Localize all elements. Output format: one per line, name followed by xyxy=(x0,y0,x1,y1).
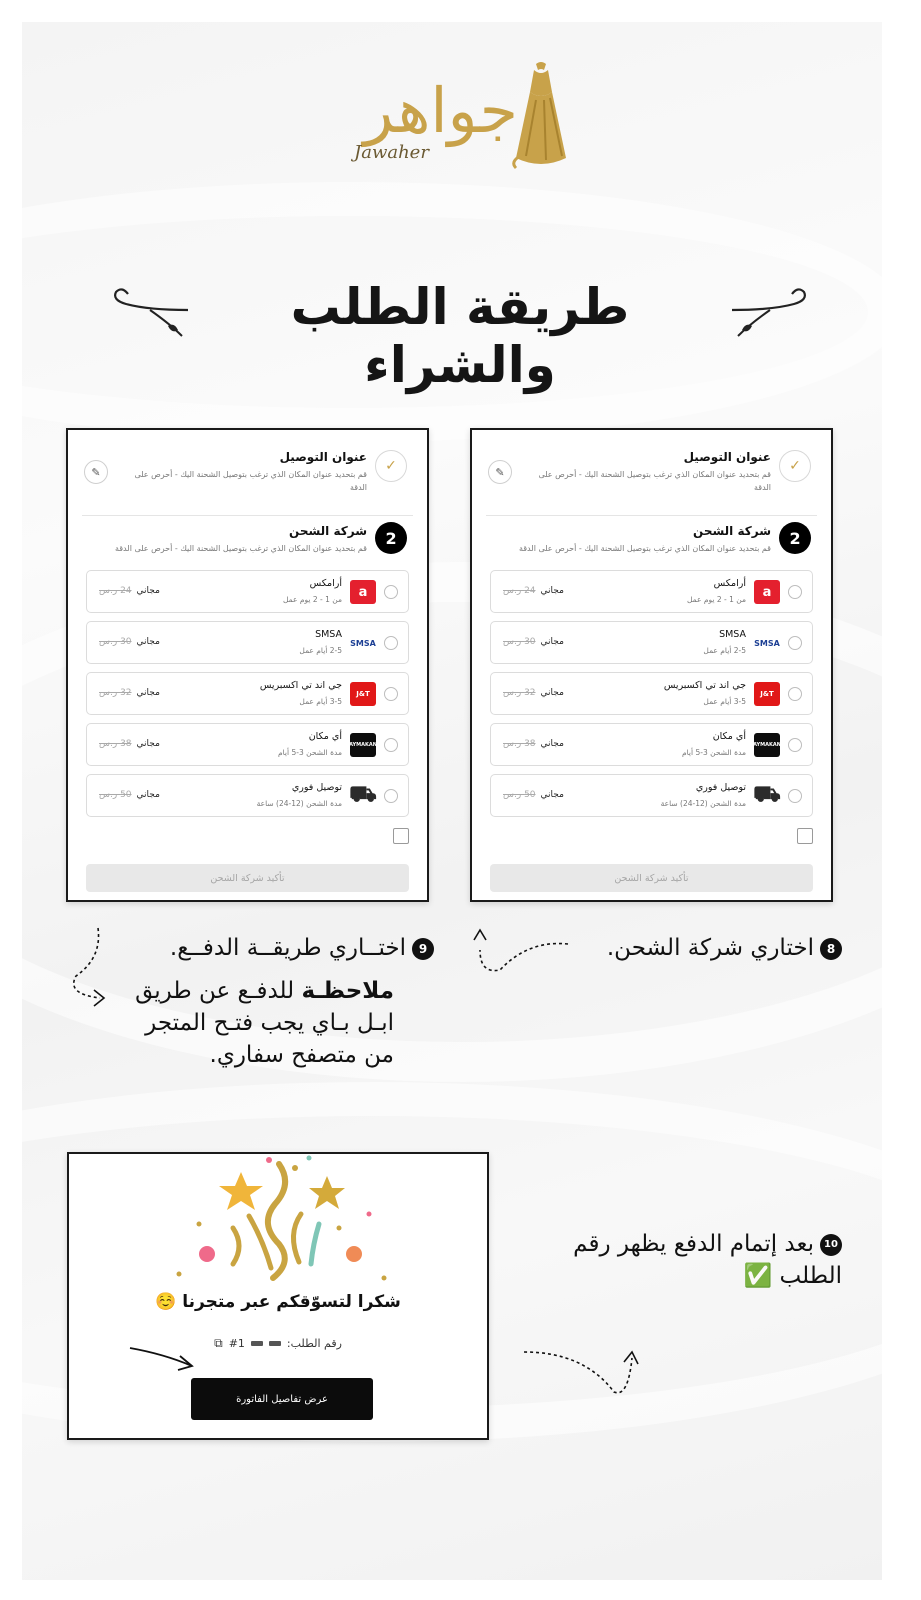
option-duration: من 1 - 2 يوم عمل xyxy=(282,595,342,604)
check-icon: ✓ xyxy=(375,450,407,482)
option-duration: مدة الشحن 3-5 أيام xyxy=(277,748,342,757)
step-10-instruction xyxy=(520,1228,842,1292)
step-10-badge: 10 xyxy=(820,1234,842,1256)
checkout-screenshot-left xyxy=(66,428,429,902)
shipping-section xyxy=(82,518,413,562)
step-9-text: اختــاري طريقــة الدفــع. xyxy=(169,935,406,961)
shipping-option-jt[interactable] xyxy=(490,672,813,715)
step-9-instruction xyxy=(112,932,434,964)
order-number-row xyxy=(189,1336,367,1351)
shipping-description: قم بتحديد عنوان المكان الذي ترغب بتوصيل الشحنة اليك - أحرص على الدقة xyxy=(114,544,367,553)
truck-icon: ⛟ xyxy=(349,782,377,807)
option-price-free: مجاني xyxy=(540,790,564,800)
brand-name-english: Jawaher xyxy=(354,142,429,163)
page-title-row xyxy=(110,278,810,394)
dotted-arrow-icon xyxy=(60,926,110,1016)
address-description: قم بتحديد عنوان المكان الذي ترغب بتوصيل الشحنة اليك - أحرص على الدقة xyxy=(538,470,771,492)
order-number-prefix: #1 xyxy=(228,1337,245,1350)
dotted-arrow-icon xyxy=(520,1344,650,1404)
step-number-badge: 2 xyxy=(779,522,811,554)
option-name: SMSA xyxy=(719,629,746,640)
address-title: عنوان التوصيل xyxy=(683,450,771,464)
radio-button[interactable] xyxy=(788,789,802,803)
edit-pencil-icon[interactable]: ✎ xyxy=(488,460,512,484)
ornament-left-icon xyxy=(110,284,190,344)
option-old-price: 32 ر.س xyxy=(503,688,536,698)
step-9-badge: 9 xyxy=(412,938,434,960)
edit-pencil-icon[interactable]: ✎ xyxy=(84,460,108,484)
option-name: أي مكان xyxy=(712,731,746,742)
aramex-logo: a xyxy=(754,580,780,604)
confirm-shipping-button[interactable]: تأكيد شركة الشحن xyxy=(86,864,409,892)
option-price xyxy=(503,586,564,596)
option-name: أي مكان xyxy=(308,731,342,742)
radio-button[interactable] xyxy=(788,687,802,701)
option-price-free: مجاني xyxy=(136,790,160,800)
option-name: SMSA xyxy=(315,629,342,640)
radio-button[interactable] xyxy=(384,687,398,701)
brand-logo xyxy=(340,60,580,190)
radio-button[interactable] xyxy=(384,738,398,752)
shipping-description: قم بتحديد عنوان المكان الذي ترغب بتوصيل الشحنة اليك - أحرص على الدقة xyxy=(518,544,771,553)
option-price xyxy=(99,790,160,800)
option-duration: مدة الشحن 3-5 أيام xyxy=(681,748,746,757)
option-price-free: مجاني xyxy=(136,637,160,647)
jt-express-logo: J&T xyxy=(754,682,780,706)
step-8-badge: 8 xyxy=(820,938,842,960)
option-price xyxy=(503,739,564,749)
option-name: جي اند تي اكسبريس xyxy=(663,680,746,691)
option-price xyxy=(503,688,564,698)
shipping-title: شركة الشحن xyxy=(289,524,367,538)
option-old-price: 38 ر.س xyxy=(99,739,132,749)
option-old-price: 50 ر.س xyxy=(99,790,132,800)
dotted-arrow-icon xyxy=(472,926,572,976)
option-old-price: 30 ر.س xyxy=(503,637,536,647)
option-duration: مدة الشحن (12-24) ساعة xyxy=(256,799,342,808)
option-duration: 2-5 أيام عمل xyxy=(299,646,342,655)
check-icon: ✓ xyxy=(779,450,811,482)
option-price xyxy=(99,739,160,749)
option-old-price: 38 ر.س xyxy=(503,739,536,749)
radio-button[interactable] xyxy=(788,738,802,752)
shipping-title: شركة الشحن xyxy=(693,524,771,538)
shipping-option-aramex[interactable] xyxy=(86,570,409,613)
option-old-price: 24 ر.س xyxy=(99,586,132,596)
option-price xyxy=(99,688,160,698)
step-10-text: بعد إتمام الدفع يظهر رقم الطلب ✅ xyxy=(573,1231,842,1289)
order-number-label: رقم الطلب: xyxy=(286,1337,342,1350)
shipping-option-express[interactable] xyxy=(490,774,813,817)
jt-express-logo: J&T xyxy=(350,682,376,706)
address-section xyxy=(486,446,817,516)
terms-checkbox[interactable] xyxy=(393,828,409,844)
option-old-price: 32 ر.س xyxy=(99,688,132,698)
option-price xyxy=(503,790,564,800)
option-price-free: مجاني xyxy=(540,688,564,698)
option-old-price: 50 ر.س xyxy=(503,790,536,800)
note-text: للدفـع عن طريق ابـل بـاي يجب فتـح المتجر من متصفح سفاري. xyxy=(135,978,394,1068)
shipping-option-smsa[interactable] xyxy=(490,621,813,664)
option-price-free: مجاني xyxy=(540,739,564,749)
option-name: توصيل فوري xyxy=(695,782,746,793)
aymakan-logo: AYMAKAN xyxy=(754,733,780,757)
option-price-free: مجاني xyxy=(540,586,564,596)
shipping-option-smsa[interactable] xyxy=(86,621,409,664)
shipping-option-aymakan[interactable] xyxy=(86,723,409,766)
address-title: عنوان التوصيل xyxy=(279,450,367,464)
radio-button[interactable] xyxy=(384,585,398,599)
radio-button[interactable] xyxy=(788,585,802,599)
option-price-free: مجاني xyxy=(540,637,564,647)
option-name: توصيل فوري xyxy=(291,782,342,793)
option-price-free: مجاني xyxy=(136,688,160,698)
arrow-right-icon xyxy=(128,1344,198,1374)
option-name: أرامكس xyxy=(309,578,342,589)
option-duration: 2-5 أيام عمل xyxy=(703,646,746,655)
brand-name-arabic: جواهر xyxy=(363,74,518,147)
aramex-logo: a xyxy=(350,580,376,604)
order-number-masked xyxy=(269,1341,281,1346)
order-confirmation-screenshot xyxy=(67,1152,489,1440)
option-duration: من 1 - 2 يوم عمل xyxy=(686,595,746,604)
shipping-option-express[interactable] xyxy=(86,774,409,817)
option-old-price: 30 ر.س xyxy=(99,637,132,647)
address-section xyxy=(82,446,413,516)
step-8-text: اختاري شركة الشحن. xyxy=(606,935,814,961)
aymakan-logo: AYMAKAN xyxy=(350,733,376,757)
option-duration: 3-5 أيام عمل xyxy=(703,697,746,706)
option-old-price: 24 ر.س xyxy=(503,586,536,596)
option-name: جي اند تي اكسبريس xyxy=(259,680,342,691)
option-price-free: مجاني xyxy=(136,739,160,749)
shipping-option-aymakan[interactable] xyxy=(490,723,813,766)
terms-checkbox[interactable] xyxy=(797,828,813,844)
option-price-free: مجاني xyxy=(136,586,160,596)
copy-icon[interactable]: ⧉ xyxy=(214,1336,223,1350)
option-price xyxy=(99,586,160,596)
view-invoice-button[interactable]: عرض تفاصيل الفاتورة xyxy=(191,1378,373,1420)
ornament-right-icon xyxy=(730,284,810,344)
order-number-masked xyxy=(251,1341,263,1346)
radio-button[interactable] xyxy=(384,636,398,650)
step-number-badge: 2 xyxy=(375,522,407,554)
step-8-instruction xyxy=(570,932,842,964)
smsa-logo: SMSA xyxy=(754,631,780,655)
shipping-option-jt[interactable] xyxy=(86,672,409,715)
option-name: أرامكس xyxy=(713,578,746,589)
option-price xyxy=(99,637,160,647)
thank-you-message: شكرا لتسوّقكم عبر متجرنا ☺️ xyxy=(155,1292,401,1312)
address-description: قم بتحديد عنوان المكان الذي ترغب بتوصيل الشحنة اليك - أحرص على الدقة xyxy=(134,470,367,492)
shipping-option-aramex[interactable] xyxy=(490,570,813,613)
radio-button[interactable] xyxy=(384,789,398,803)
note-label: ملاحظـة xyxy=(301,978,394,1004)
truck-icon: ⛟ xyxy=(753,782,781,807)
option-price xyxy=(503,637,564,647)
page-title: طريقة الطلب والشراء xyxy=(290,278,630,394)
option-duration: مدة الشحن (12-24) ساعة xyxy=(660,799,746,808)
smsa-logo: SMSA xyxy=(350,631,376,655)
radio-button[interactable] xyxy=(788,636,802,650)
confetti-illustration-icon xyxy=(169,1154,399,1284)
apple-pay-note xyxy=(112,975,394,1071)
checkout-screenshot-right xyxy=(470,428,833,902)
confirm-shipping-button[interactable]: تأكيد شركة الشحن xyxy=(490,864,813,892)
shipping-section xyxy=(486,518,817,562)
option-duration: 3-5 أيام عمل xyxy=(299,697,342,706)
